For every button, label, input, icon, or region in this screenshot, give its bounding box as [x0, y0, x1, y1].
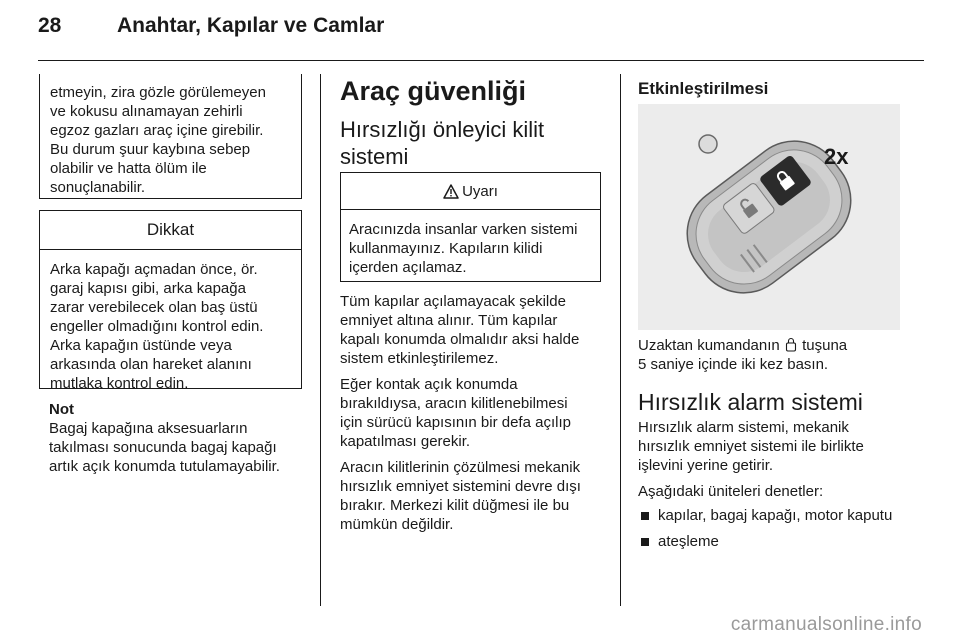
page-number: 28: [38, 14, 62, 37]
caution-line: arkasında olan hareket alanını: [50, 356, 252, 373]
paragraph-line: hırsızlık emniyet sistemini devre dışı: [340, 478, 581, 495]
note-line: artık açık konumda tutulamayabilir.: [49, 458, 280, 475]
note-line: Bagaj kapağına aksesuarların: [49, 420, 248, 437]
monitors-label: Aşağıdaki üniteleri denetler:: [638, 483, 824, 500]
activation-title: Etkinleştirilmesi: [638, 79, 769, 98]
warning-line: Bu durum şuur kaybına sebep: [50, 141, 251, 158]
body-text: [340, 292, 608, 534]
warning-line: sonuçlanabilir.: [50, 179, 146, 196]
warning-line: kullanmayınız. Kapıların kilidi: [349, 240, 543, 257]
watermark: carmanualsonline.info: [730, 614, 922, 635]
alarm-line: hırsızlık emniyet sistemi ile birlikte: [638, 438, 864, 455]
warning-line: egzoz gazları araç içine girebilir.: [50, 122, 264, 139]
note-line: takılması sonucunda bagaj kapağı: [49, 439, 277, 456]
note-title: Not: [49, 401, 74, 418]
key-fob-illustration: [638, 104, 900, 330]
paragraph-line: bırakır. Merkezi kilit düğmesi ile bu: [340, 497, 570, 514]
caution-line: engeller olmadığını kontrol edin.: [50, 318, 264, 335]
paragraph-line: emniyet altına alınır. Tüm kapılar: [340, 312, 558, 329]
warning-header: [341, 173, 600, 210]
caution-line: Arka kapağı açmadan önce, ör.: [50, 261, 258, 278]
column-divider-1: [320, 74, 321, 606]
caution-box: [39, 210, 302, 392]
alarm-description: [638, 418, 913, 551]
warning-line: etmeyin, zira gözle görülemeyen: [50, 84, 266, 101]
paragraph-line: bırakıldıysa, aracın kilitlenebilmesi: [340, 395, 568, 412]
subsection-title: [340, 116, 544, 170]
alarm-line: Hırsızlık alarm sistemi, mekanik: [638, 419, 849, 436]
caution-title: Dikkat: [40, 211, 301, 250]
subsection-title-line: Hırsızlığı önleyici kilit: [340, 117, 545, 142]
section-title: Araç güvenliği: [340, 76, 527, 106]
bullet-item: kapılar, bagaj kapağı, motor kaputu: [638, 506, 913, 525]
paragraph-line: için sürücü kapısının bir defa açılıp: [340, 414, 571, 431]
warning-line: olabilir ve hatta ölüm ile: [50, 160, 207, 177]
activation-line1: Uzaktan kumandanın: [638, 337, 780, 354]
paragraph: [340, 292, 608, 368]
caution-line: Arka kapağın üstünde veya: [50, 337, 232, 354]
bullet-item: ateşleme: [638, 532, 913, 551]
warning-box: [340, 172, 601, 282]
paragraph-line: kapalı konumda olmalıdır aksi halde: [340, 331, 580, 348]
paragraph-line: kapatılması gerekir.: [340, 433, 471, 450]
activation-line2: 5 saniye içinde iki kez basın.: [638, 356, 829, 373]
caution-line: zarar verebilecek olan baş üstü: [50, 299, 258, 316]
header-rule: [38, 60, 924, 61]
alarm-title: Hırsızlık alarm sistemi: [638, 389, 863, 415]
alarm-line: işlevini yerine getirir.: [638, 457, 774, 474]
warning-line: Aracınızda insanlar varken sistemi: [349, 221, 578, 238]
lock-icon: [785, 337, 797, 352]
paragraph-line: sistem etkinleştirilemez.: [340, 350, 499, 367]
paragraph-line: Tüm kapılar açılamayacak şekilde: [340, 293, 566, 310]
warning-line: ve kokusu alınamayan zehirli: [50, 103, 243, 120]
column-divider-2: [620, 74, 621, 606]
caution-line: garaj kapısı gibi, arka kapağa: [50, 280, 246, 297]
page-header-title: Anahtar, Kapılar ve Camlar: [117, 14, 385, 37]
warning-box-continuation: [39, 74, 302, 199]
paragraph-line: Eğer kontak açık konumda: [340, 376, 518, 393]
warning-line: içerden açılamaz.: [349, 259, 467, 276]
paragraph-line: mümkün değildir.: [340, 516, 454, 533]
paragraph-line: Aracın kilitlerinin çözülmesi mekanik: [340, 459, 581, 476]
caution-line: mutlaka kontrol edin.: [50, 375, 189, 392]
subsection-title-line: sistemi: [340, 144, 409, 169]
warning-triangle-icon: [443, 184, 459, 199]
paragraph: [340, 458, 608, 534]
paragraph: [340, 375, 608, 451]
activation-instructions: [638, 336, 908, 374]
activation-line1-end: tuşuna: [802, 337, 848, 354]
note-block: [49, 400, 309, 476]
warning-title: Uyarı: [462, 182, 498, 200]
press-twice-label: 2x: [824, 144, 849, 169]
